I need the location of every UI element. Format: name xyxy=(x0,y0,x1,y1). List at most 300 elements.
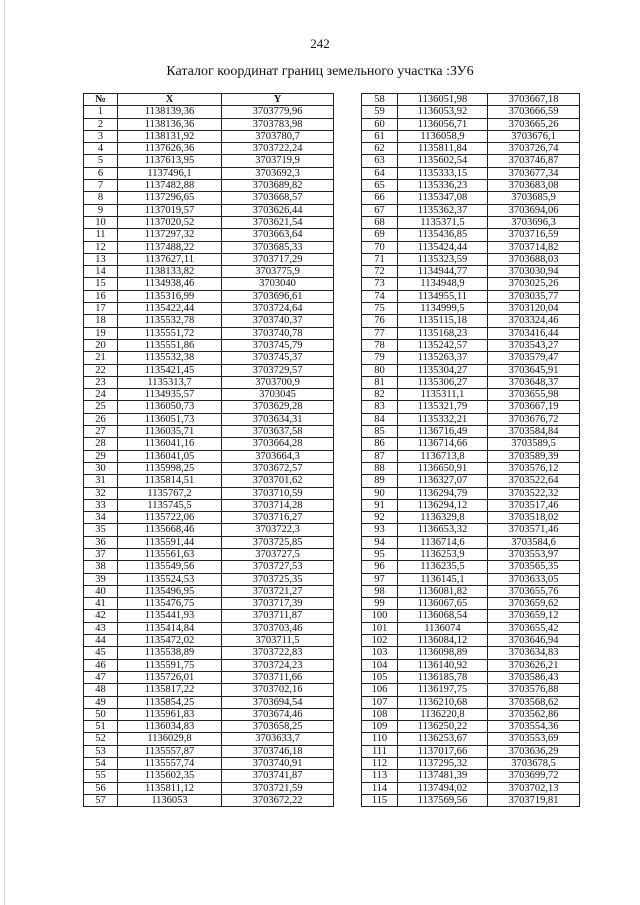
table-row xyxy=(84,106,334,118)
table-row xyxy=(84,794,334,806)
cell-x: 1136713,8 xyxy=(398,450,488,462)
cell-y: 3703674,46 xyxy=(222,708,334,720)
cell-number: 94 xyxy=(362,536,398,548)
table-row xyxy=(362,536,580,548)
cell-number: 41 xyxy=(84,598,118,610)
cell-y: 3703783,98 xyxy=(222,118,334,130)
table-row xyxy=(84,450,334,462)
cell-x: 1136053 xyxy=(118,794,222,806)
cell-number: 72 xyxy=(362,266,398,278)
cell-x: 1136250,22 xyxy=(398,721,488,733)
cell-y: 3703714,82 xyxy=(488,241,580,253)
cell-y: 3703553,69 xyxy=(488,733,580,745)
cell-y: 3703648,37 xyxy=(488,376,580,388)
cell-x: 1136329,8 xyxy=(398,512,488,524)
cell-number: 105 xyxy=(362,671,398,683)
cell-x: 1137626,36 xyxy=(118,143,222,155)
cell-x: 1136058,9 xyxy=(398,130,488,142)
table-row xyxy=(84,438,334,450)
table-row xyxy=(362,794,580,806)
cell-x: 1135767,2 xyxy=(118,487,222,499)
cell-x: 1134938,46 xyxy=(118,278,222,290)
cell-y: 3703716,27 xyxy=(222,512,334,524)
cell-number: 95 xyxy=(362,548,398,560)
cell-number: 104 xyxy=(362,659,398,671)
cell-y: 3703726,74 xyxy=(488,143,580,155)
table-row xyxy=(362,352,580,364)
cell-number: 97 xyxy=(362,573,398,585)
table-row xyxy=(362,426,580,438)
cell-y: 3703626,21 xyxy=(488,659,580,671)
cell-number: 23 xyxy=(84,376,118,388)
cell-y: 3703699,72 xyxy=(488,770,580,782)
cell-number: 75 xyxy=(362,303,398,315)
table-row xyxy=(84,266,334,278)
cell-y: 3703665,26 xyxy=(488,118,580,130)
cell-y: 3703694,06 xyxy=(488,204,580,216)
cell-number: 64 xyxy=(362,167,398,179)
cell-x: 1135421,45 xyxy=(118,364,222,376)
cell-y: 3703666,59 xyxy=(488,106,580,118)
cell-y: 3703717,39 xyxy=(222,598,334,610)
table-row xyxy=(362,266,580,278)
cell-y: 3703634,31 xyxy=(222,413,334,425)
table-row xyxy=(84,548,334,560)
table-row xyxy=(84,708,334,720)
cell-number: 32 xyxy=(84,487,118,499)
table-row xyxy=(362,647,580,659)
cell-number: 112 xyxy=(362,758,398,770)
cell-number: 61 xyxy=(362,130,398,142)
cell-number: 21 xyxy=(84,352,118,364)
cell-number: 110 xyxy=(362,733,398,745)
cell-x: 1136253,9 xyxy=(398,548,488,560)
cell-x: 1137613,95 xyxy=(118,155,222,167)
table-row xyxy=(362,475,580,487)
cell-number: 2 xyxy=(84,118,118,130)
table-row xyxy=(84,192,334,204)
cell-x: 1135313,7 xyxy=(118,376,222,388)
cell-number: 9 xyxy=(84,204,118,216)
cell-number: 13 xyxy=(84,253,118,265)
table-row xyxy=(84,598,334,610)
table-row xyxy=(362,548,580,560)
table-row xyxy=(84,487,334,499)
table-row xyxy=(362,758,580,770)
cell-y: 3703685,9 xyxy=(488,192,580,204)
cell-x: 1135811,84 xyxy=(398,143,488,155)
cell-number: 115 xyxy=(362,794,398,806)
cell-y: 3703703,46 xyxy=(222,622,334,634)
cell-number: 55 xyxy=(84,770,118,782)
table-row xyxy=(84,315,334,327)
cell-x: 1135496,95 xyxy=(118,585,222,597)
table-row xyxy=(362,598,580,610)
table-row xyxy=(84,130,334,142)
table-row xyxy=(362,204,580,216)
table-row xyxy=(362,192,580,204)
cell-y: 3703700,9 xyxy=(222,376,334,388)
table-row xyxy=(362,745,580,757)
cell-y: 3703120,04 xyxy=(488,303,580,315)
table-row xyxy=(362,143,580,155)
table-row xyxy=(362,118,580,130)
cell-x: 1136145,1 xyxy=(398,573,488,585)
cell-y: 3703740,37 xyxy=(222,315,334,327)
cell-number: 86 xyxy=(362,438,398,450)
table-row xyxy=(84,401,334,413)
table-row xyxy=(362,610,580,622)
cell-number: 42 xyxy=(84,610,118,622)
cell-number: 26 xyxy=(84,413,118,425)
cell-number: 99 xyxy=(362,598,398,610)
cell-x: 1136067,65 xyxy=(398,598,488,610)
cell-number: 8 xyxy=(84,192,118,204)
cell-y: 3703721,27 xyxy=(222,585,334,597)
cell-x: 1136098,89 xyxy=(398,647,488,659)
cell-x: 1135602,54 xyxy=(398,155,488,167)
cell-y: 3703740,91 xyxy=(222,758,334,770)
table-row xyxy=(84,770,334,782)
cell-x: 1137295,32 xyxy=(398,758,488,770)
cell-y: 3703724,64 xyxy=(222,303,334,315)
cell-y: 3703745,37 xyxy=(222,352,334,364)
cell-x: 1135242,57 xyxy=(398,339,488,351)
cell-y: 3703636,29 xyxy=(488,745,580,757)
table-row xyxy=(84,462,334,474)
cell-x: 1135316,99 xyxy=(118,290,222,302)
cell-y: 3703543,27 xyxy=(488,339,580,351)
cell-x: 1135602,35 xyxy=(118,770,222,782)
cell-number: 53 xyxy=(84,745,118,757)
table-row xyxy=(362,696,580,708)
cell-y: 3703692,3 xyxy=(222,167,334,179)
table-row xyxy=(84,364,334,376)
cell-y: 3703571,46 xyxy=(488,524,580,536)
cell-y: 3703716,59 xyxy=(488,229,580,241)
table-row xyxy=(362,561,580,573)
cell-number: 33 xyxy=(84,499,118,511)
cell-number: 69 xyxy=(362,229,398,241)
cell-x: 1135722,06 xyxy=(118,512,222,524)
cell-x: 1136327,07 xyxy=(398,475,488,487)
table-row xyxy=(84,684,334,696)
cell-number: 10 xyxy=(84,216,118,228)
cell-y: 3703688,03 xyxy=(488,253,580,265)
cell-number: 107 xyxy=(362,696,398,708)
cell-number: 38 xyxy=(84,561,118,573)
table-row xyxy=(84,290,334,302)
cell-x: 1135332,21 xyxy=(398,413,488,425)
cell-number: 68 xyxy=(362,216,398,228)
cell-number: 50 xyxy=(84,708,118,720)
cell-y: 3703741,87 xyxy=(222,770,334,782)
cell-number: 44 xyxy=(84,635,118,647)
cell-number: 92 xyxy=(362,512,398,524)
cell-x: 1135551,86 xyxy=(118,339,222,351)
cell-number: 30 xyxy=(84,462,118,474)
cell-number: 29 xyxy=(84,450,118,462)
table-row xyxy=(84,622,334,634)
table-row xyxy=(362,401,580,413)
cell-y: 3703621,54 xyxy=(222,216,334,228)
cell-number: 58 xyxy=(362,94,398,106)
cell-y: 3703522,32 xyxy=(488,487,580,499)
cell-y: 3703711,66 xyxy=(222,671,334,683)
cell-number: 12 xyxy=(84,241,118,253)
cell-x: 1135591,75 xyxy=(118,659,222,671)
cell-x: 1136051,98 xyxy=(398,94,488,106)
table-row xyxy=(362,524,580,536)
cell-x: 1138131,92 xyxy=(118,130,222,142)
cell-x: 1135323,59 xyxy=(398,253,488,265)
cell-x: 1137017,66 xyxy=(398,745,488,757)
table-row xyxy=(362,462,580,474)
cell-x: 1135561,63 xyxy=(118,548,222,560)
cell-y: 3703664,3 xyxy=(222,450,334,462)
cell-x: 1137297,32 xyxy=(118,229,222,241)
cell-x: 1135549,56 xyxy=(118,561,222,573)
table-row xyxy=(362,389,580,401)
cell-number: 79 xyxy=(362,352,398,364)
table-row xyxy=(84,303,334,315)
cell-y: 3703589,39 xyxy=(488,450,580,462)
cell-number: 54 xyxy=(84,758,118,770)
cell-number: 66 xyxy=(362,192,398,204)
cell-number: 98 xyxy=(362,585,398,597)
cell-y: 3703676,72 xyxy=(488,413,580,425)
cell-number: 39 xyxy=(84,573,118,585)
cell-number: 77 xyxy=(362,327,398,339)
table-row xyxy=(84,745,334,757)
cell-x: 1135524,53 xyxy=(118,573,222,585)
cell-y: 3703722,24 xyxy=(222,143,334,155)
cell-number: 59 xyxy=(362,106,398,118)
cell-x: 1137482,88 xyxy=(118,180,222,192)
table-row xyxy=(84,339,334,351)
cell-x: 1135115,18 xyxy=(398,315,488,327)
cell-number: 6 xyxy=(84,167,118,179)
cell-x: 1135745,5 xyxy=(118,499,222,511)
cell-number: 62 xyxy=(362,143,398,155)
cell-x: 1135476,75 xyxy=(118,598,222,610)
table-row xyxy=(362,721,580,733)
cell-number: 40 xyxy=(84,585,118,597)
table-row xyxy=(362,229,580,241)
cell-number: 65 xyxy=(362,180,398,192)
cell-x: 1136210,68 xyxy=(398,696,488,708)
cell-y: 3703030,94 xyxy=(488,266,580,278)
cell-x: 1136253,67 xyxy=(398,733,488,745)
cell-number: 78 xyxy=(362,339,398,351)
cell-number: 93 xyxy=(362,524,398,536)
cell-x: 1136053,92 xyxy=(398,106,488,118)
cell-x: 1136714,66 xyxy=(398,438,488,450)
cell-y: 3703724,23 xyxy=(222,659,334,671)
cell-number: 83 xyxy=(362,401,398,413)
table-row xyxy=(362,622,580,634)
cell-y: 3703725,35 xyxy=(222,573,334,585)
cell-number: 16 xyxy=(84,290,118,302)
cell-y: 3703663,64 xyxy=(222,229,334,241)
cell-number: 57 xyxy=(84,794,118,806)
table-row xyxy=(362,253,580,265)
cell-number: 100 xyxy=(362,610,398,622)
cell-number: 20 xyxy=(84,339,118,351)
cell-number: 28 xyxy=(84,438,118,450)
cell-x: 1136140,92 xyxy=(398,659,488,671)
table-row xyxy=(84,524,334,536)
cell-y: 3703554,36 xyxy=(488,721,580,733)
table-row xyxy=(84,143,334,155)
cell-x: 1137496,1 xyxy=(118,167,222,179)
cell-y: 3703689,82 xyxy=(222,180,334,192)
cell-number: 80 xyxy=(362,364,398,376)
cell-y: 3703045 xyxy=(222,389,334,401)
table-row xyxy=(84,610,334,622)
table-row xyxy=(362,315,580,327)
cell-y: 3703667,18 xyxy=(488,94,580,106)
table-row xyxy=(84,118,334,130)
cell-y: 3703683,08 xyxy=(488,180,580,192)
table-row xyxy=(362,106,580,118)
table-row xyxy=(84,278,334,290)
cell-x: 1136235,5 xyxy=(398,561,488,573)
cell-x: 1134955,11 xyxy=(398,290,488,302)
cell-x: 1137019,57 xyxy=(118,204,222,216)
cell-x: 1135538,89 xyxy=(118,647,222,659)
cell-number: 25 xyxy=(84,401,118,413)
cell-y: 3703658,25 xyxy=(222,721,334,733)
cell-y: 3703576,12 xyxy=(488,462,580,474)
cell-number: 85 xyxy=(362,426,398,438)
cell-number: 46 xyxy=(84,659,118,671)
cell-y: 3703727,5 xyxy=(222,548,334,560)
cell-y: 3703677,34 xyxy=(488,167,580,179)
cell-x: 1136294,12 xyxy=(398,499,488,511)
table-row xyxy=(84,499,334,511)
cell-x: 1136197,75 xyxy=(398,684,488,696)
cell-x: 1134948,9 xyxy=(398,278,488,290)
cell-x: 1136653,32 xyxy=(398,524,488,536)
cell-y: 3703629,28 xyxy=(222,401,334,413)
cell-y: 3703646,94 xyxy=(488,635,580,647)
cell-y: 3703780,7 xyxy=(222,130,334,142)
cell-x: 1136051,73 xyxy=(118,413,222,425)
table-row xyxy=(84,647,334,659)
cell-y: 3703584,6 xyxy=(488,536,580,548)
table-row xyxy=(362,684,580,696)
table-row xyxy=(84,758,334,770)
cell-y: 3703517,46 xyxy=(488,499,580,511)
cell-y: 3703722,83 xyxy=(222,647,334,659)
cell-y: 3703634,83 xyxy=(488,647,580,659)
table-row xyxy=(362,450,580,462)
table-row xyxy=(362,438,580,450)
table-row xyxy=(362,241,580,253)
cell-x: 1135591,44 xyxy=(118,536,222,548)
coordinates-table-left xyxy=(83,93,334,807)
cell-x: 1136041,16 xyxy=(118,438,222,450)
cell-x: 1135557,74 xyxy=(118,758,222,770)
cell-y: 3703702,16 xyxy=(222,684,334,696)
cell-x: 1138133,82 xyxy=(118,266,222,278)
cell-y: 3703035,77 xyxy=(488,290,580,302)
cell-x: 1138136,36 xyxy=(118,118,222,130)
cell-number: 5 xyxy=(84,155,118,167)
cell-number: 76 xyxy=(362,315,398,327)
table-row xyxy=(84,573,334,585)
cell-x: 1137494,02 xyxy=(398,782,488,794)
table-row xyxy=(362,94,580,106)
cell-x: 1137296,65 xyxy=(118,192,222,204)
cell-y: 3703710,59 xyxy=(222,487,334,499)
cell-number: 63 xyxy=(362,155,398,167)
cell-y: 3703745,79 xyxy=(222,339,334,351)
cell-x: 1136716,49 xyxy=(398,426,488,438)
table-row xyxy=(362,585,580,597)
cell-x: 1135422,44 xyxy=(118,303,222,315)
cell-x: 1136185,78 xyxy=(398,671,488,683)
cell-x: 1134999,5 xyxy=(398,303,488,315)
cell-y: 3703568,62 xyxy=(488,696,580,708)
cell-x: 1137627,11 xyxy=(118,253,222,265)
cell-number: 67 xyxy=(362,204,398,216)
cell-x: 1135726,01 xyxy=(118,671,222,683)
cell-y: 3703659,62 xyxy=(488,598,580,610)
cell-x: 1136714,6 xyxy=(398,536,488,548)
cell-number: 106 xyxy=(362,684,398,696)
table-row xyxy=(84,389,334,401)
page-number: 242 xyxy=(310,36,330,51)
table-row xyxy=(362,290,580,302)
cell-y: 3703655,76 xyxy=(488,585,580,597)
cell-x: 1135557,87 xyxy=(118,745,222,757)
table-row xyxy=(362,512,580,524)
table-row xyxy=(362,782,580,794)
cell-y: 3703672,22 xyxy=(222,794,334,806)
cell-x: 1135532,38 xyxy=(118,352,222,364)
cell-y: 3703416,44 xyxy=(488,327,580,339)
cell-number: 89 xyxy=(362,475,398,487)
cell-x: 1138139,36 xyxy=(118,106,222,118)
cell-number: 113 xyxy=(362,770,398,782)
cell-y: 3703565,35 xyxy=(488,561,580,573)
cell-y: 3703659,12 xyxy=(488,610,580,622)
cell-number: 36 xyxy=(84,536,118,548)
page-edge xyxy=(4,0,5,905)
cell-y: 3703668,57 xyxy=(222,192,334,204)
cell-number: 11 xyxy=(84,229,118,241)
cell-y: 3703576,88 xyxy=(488,684,580,696)
cell-number: 19 xyxy=(84,327,118,339)
cell-number: 114 xyxy=(362,782,398,794)
table-row xyxy=(362,487,580,499)
cell-x: 1135304,27 xyxy=(398,364,488,376)
cell-number: 7 xyxy=(84,180,118,192)
cell-x: 1135333,15 xyxy=(398,167,488,179)
cell-number: 73 xyxy=(362,278,398,290)
table-row xyxy=(362,155,580,167)
page-title: Каталог координат границ земельного участка :ЗУ6 xyxy=(166,64,474,79)
cell-x: 1136650,91 xyxy=(398,462,488,474)
cell-x: 1136041,05 xyxy=(118,450,222,462)
cell-y: 3703719,9 xyxy=(222,155,334,167)
cell-y: 3703586,43 xyxy=(488,671,580,683)
cell-number: 14 xyxy=(84,266,118,278)
table-row xyxy=(362,130,580,142)
table-row xyxy=(84,512,334,524)
